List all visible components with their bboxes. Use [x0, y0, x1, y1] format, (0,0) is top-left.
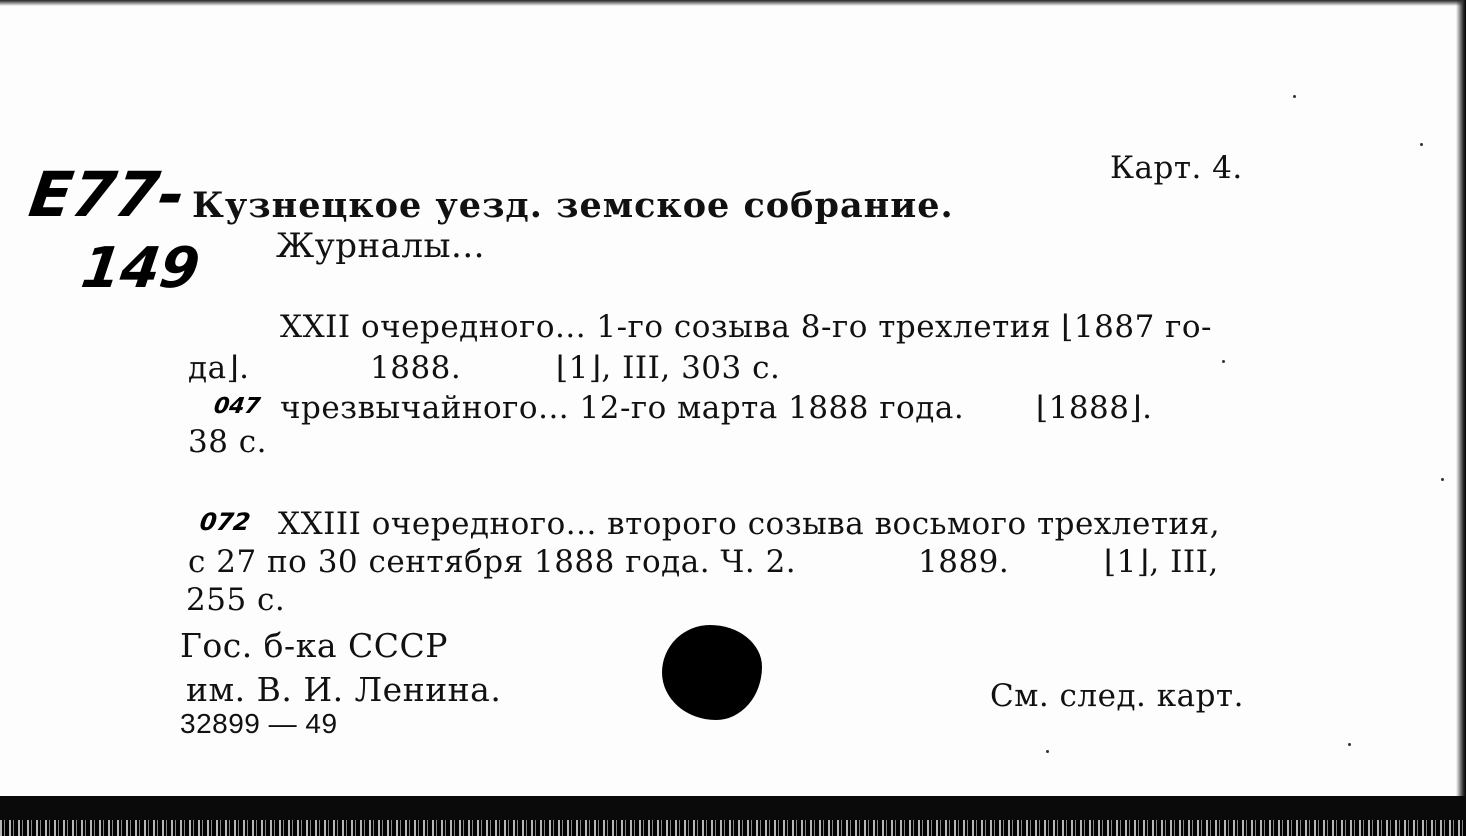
entry3-handwritten-mark: 072	[198, 508, 253, 536]
speck	[1420, 143, 1423, 146]
entry2-line2: 38 с.	[188, 424, 268, 460]
speck	[1348, 743, 1351, 746]
speck	[1441, 478, 1444, 481]
scan-bottom-edge	[0, 796, 1466, 836]
scan-stripe	[0, 820, 1466, 836]
entry3-line1: XXIII очередного... второго созыва восьмого трехлетия,	[278, 506, 1221, 542]
ink-blot	[662, 625, 762, 720]
entry3-pages: ⌊1⌋, III,	[1104, 544, 1219, 580]
title: Журналы...	[276, 226, 485, 266]
entry1-line2-start: да⌋.	[188, 350, 250, 386]
call-number-line1: Е77-	[24, 158, 190, 231]
library-line2: им. В. И. Ленина.	[186, 670, 502, 709]
card-number: Карт. 4.	[1110, 150, 1243, 186]
entry3-line3: 255 с.	[186, 582, 286, 618]
see-next-card: См. след. карт.	[990, 678, 1244, 714]
library-line1: Гос. б-ка СССР	[180, 626, 448, 665]
entry1-year: 1888.	[370, 350, 462, 386]
entry2-handwritten-mark: 047	[212, 394, 262, 419]
speck	[1222, 360, 1225, 363]
entry1-line1: XXII очередного... 1-го созыва 8-го трехлетия ⌊1887 го-	[280, 309, 1213, 345]
speck	[1046, 750, 1049, 753]
call-number-line2: 149	[77, 236, 204, 301]
speck	[1293, 95, 1296, 98]
library-line3: 32899 — 49	[180, 708, 338, 739]
entry2-line1: чрезвычайного... 12-го марта 1888 года.	[280, 390, 965, 426]
entry3-line2: с 27 по 30 сентября 1888 года. Ч. 2.	[188, 544, 797, 580]
entry2-year: ⌊1888⌋.	[1036, 390, 1153, 426]
card-right-edge	[1456, 0, 1466, 836]
entry1-pages: ⌊1⌋, III, 303 с.	[556, 350, 781, 386]
author-heading: Кузнецкое уезд. земское собрание.	[192, 185, 954, 226]
entry3-year: 1889.	[918, 544, 1010, 580]
card-top-edge	[0, 0, 1466, 6]
